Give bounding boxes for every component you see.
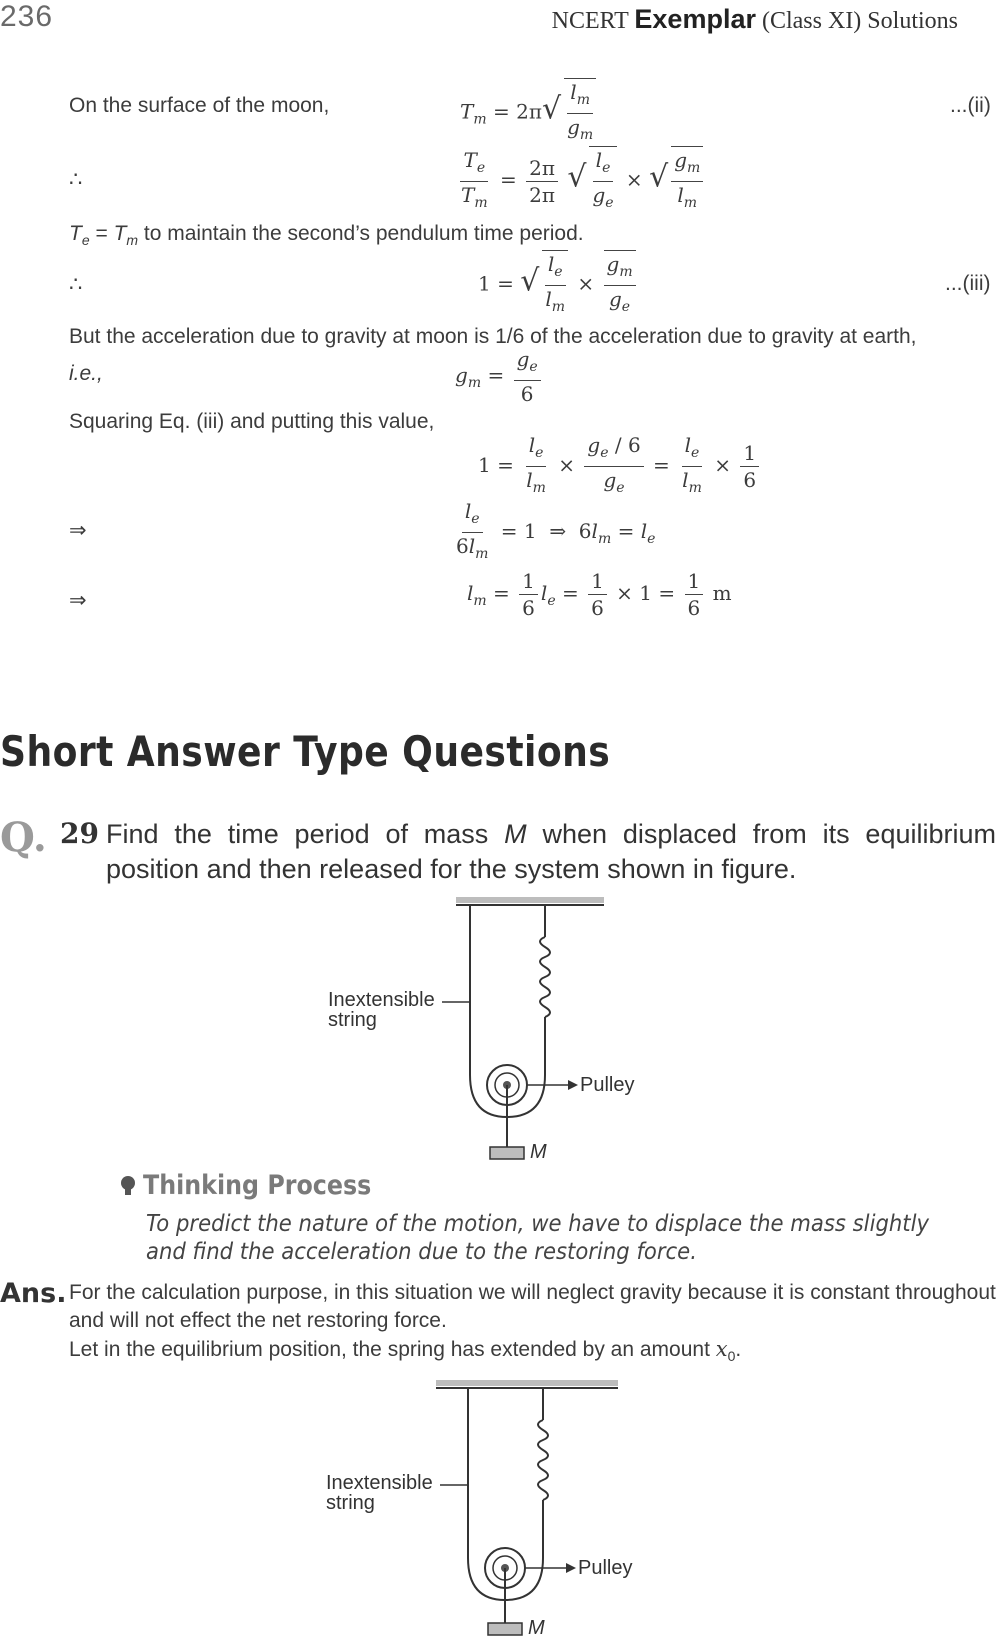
answer-body xyxy=(69,1279,999,1370)
equation-squared: 1 = $\frac{l_e}{l_m}$ × $\frac{g_e / 6}{g_e}$ = $\frac{l_e}{l_m}$ × $\frac{1}{6}$ xyxy=(478,432,762,501)
te-tm-line: $T_e = T_m$ to maintain the second’s pendulum time period. xyxy=(69,222,584,249)
mass-label-fig2: M xyxy=(528,1617,545,1639)
header-title-post: (Class XI) Solutions xyxy=(755,8,958,34)
header-title-pre: NCERT xyxy=(551,8,635,34)
moon-label: On the surface of the moon, xyxy=(69,94,330,117)
figure-spring-pulley-2 xyxy=(326,1378,668,1639)
equation-lm-result: $l_m$ = $\frac{1}{6}$ $l_e$ = $\frac{1}{6}$ × 1 = $\frac{1}{6}$ m xyxy=(467,569,732,620)
question-text-b: when displaced from its equilibrium position and then released for the system shown in figure. xyxy=(106,819,996,884)
answer-label: Ans. xyxy=(0,1278,67,1309)
string-label-2: string xyxy=(328,1009,377,1031)
eq-label-iii: ...(iii) xyxy=(945,272,991,295)
string-label-2-fig2: string xyxy=(326,1492,375,1514)
implies-symbol-2: ⇒ xyxy=(69,589,87,612)
lightbulb-icon xyxy=(120,1175,136,1204)
therefore-symbol: ∴ xyxy=(69,168,83,191)
eq-label-ii: ...(ii) xyxy=(950,94,991,117)
equation-tm: $T_m = 2\pi√$ $\frac{l_m}{g_m}$ xyxy=(460,78,599,148)
answer-p2 xyxy=(69,1335,999,1370)
equation-iii: 1 = √ $\frac{l_e}{l_m}$ × $\frac{g_m}{g_e}$ xyxy=(478,250,639,320)
equation-ratio: $\frac{T_e}{T_m}$ = $\frac{2\pi}{2\pi}$ √ $\frac{l_e}{g_e}$ × √ $\frac{g_m}{l_m}$ xyxy=(455,146,706,216)
answer-p2-end: . xyxy=(735,1338,742,1361)
pulley-label: Pulley xyxy=(580,1074,635,1096)
section-title: Short Answer Type Questions xyxy=(0,727,611,776)
answer-p2-text: Let in the equilibrium position, the spring has extended by an amount xyxy=(69,1338,716,1361)
question-number: 29 xyxy=(60,817,99,850)
string-label-1: Inextensible xyxy=(328,989,435,1011)
equation-6lm: $\frac{l_e}{6l_m}$ = 1 ⇒ $6l_m = l_e$ xyxy=(456,499,656,562)
question-mark-icon: Q. xyxy=(0,814,47,861)
therefore-symbol-2: ∴ xyxy=(69,273,83,296)
spring-pulley-diagram xyxy=(330,895,670,1163)
implies-symbol-1: ⇒ xyxy=(69,519,87,542)
question-var: M xyxy=(504,819,527,849)
running-header xyxy=(552,4,958,35)
thinking-body: To predict the nature of the motion, we have to displace the mass slightly and find the acceleration due to the restoring force. xyxy=(146,1211,929,1265)
answer-p2-var: x xyxy=(715,1337,728,1361)
ie-label: i.e., xyxy=(69,362,103,385)
gravity-text: But the acceleration due to gravity at moon is 1/6 of the acceleration due to gravity at earth, xyxy=(69,325,917,348)
pulley-label-fig2: Pulley xyxy=(578,1557,633,1579)
answer-p2-sub: 0 xyxy=(727,1348,736,1365)
mass-label: M xyxy=(530,1141,547,1163)
ceiling xyxy=(456,897,604,903)
spring-pulley-diagram-2 xyxy=(328,1378,668,1639)
spring-coil-2 xyxy=(538,1420,548,1500)
equation-gm: $g_m$ = $\frac{g_e}{6}$ xyxy=(455,346,544,407)
figure-spring-pulley xyxy=(328,895,670,1163)
ceiling-2 xyxy=(436,1380,618,1386)
header-title-bold: Exemplar xyxy=(634,4,756,34)
question-text xyxy=(106,817,996,887)
thinking-title: Thinking Process xyxy=(143,1170,372,1201)
mass-block xyxy=(490,1147,524,1159)
spring-coil xyxy=(540,937,550,1017)
question-text-a: Find the time period of mass xyxy=(106,819,505,849)
answer-p1: For the calculation purpose, in this situation we will neglect gravity because it is constant throughout and will not effect the net restoring force. xyxy=(69,1281,996,1332)
squaring-text: Squaring Eq. (iii) and putting this value, xyxy=(69,410,435,433)
page-number: 236 xyxy=(0,0,54,33)
te-tm-text: to maintain the second’s pendulum time period. xyxy=(143,222,584,245)
mass-block-2 xyxy=(488,1623,522,1635)
string-label-1-fig2: Inextensible xyxy=(326,1472,433,1494)
